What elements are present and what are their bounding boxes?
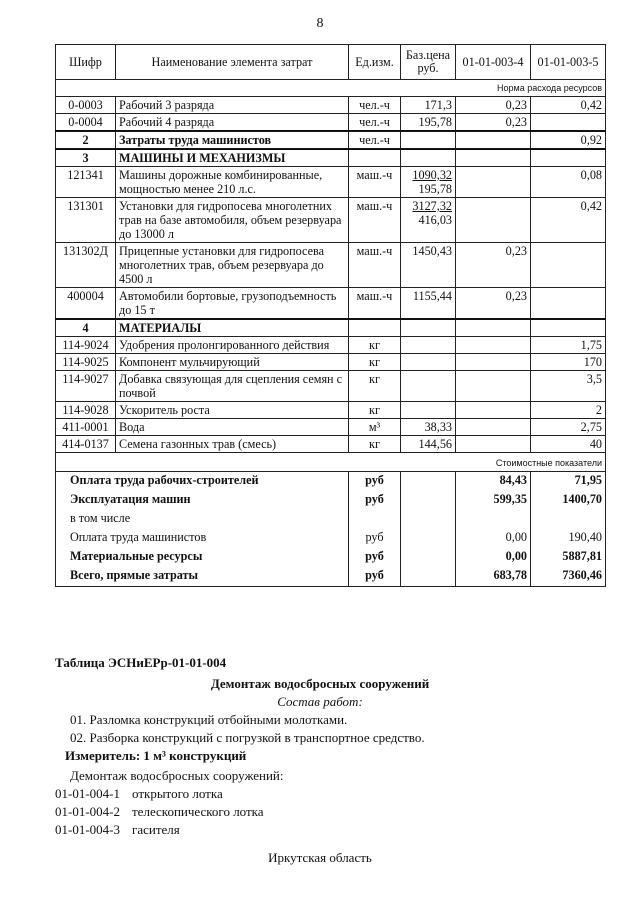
cost-name: Материальные ресурсы xyxy=(56,548,349,567)
cell-col1 xyxy=(456,419,531,436)
cell-unit: маш.-ч xyxy=(349,198,401,243)
cell-price: 1155,44 xyxy=(401,288,456,320)
item-name-2: телескопического лотка xyxy=(132,804,264,819)
cell-col1 xyxy=(456,371,531,402)
table-title: Таблица ЭСНиЕРр-01-01-004 xyxy=(55,655,227,670)
table-row xyxy=(56,97,606,114)
cost-base-price xyxy=(401,548,456,567)
cell-col2: 0,92 xyxy=(531,131,606,149)
cell-name: Прицепные установки для гидропосева многолетних трав, объем резервуара до 4500 л xyxy=(116,243,349,288)
cell-col2: 170 xyxy=(531,354,606,371)
cost-col1: 683,78 xyxy=(456,567,531,587)
cell-name: Компонент мульчирующий xyxy=(116,354,349,371)
table-row xyxy=(56,167,606,198)
price-main: 1090,32 xyxy=(412,168,452,182)
cell-code: 0-0004 xyxy=(56,114,116,132)
cost-col1: 0,00 xyxy=(456,548,531,567)
cell-code: 2 xyxy=(56,131,116,149)
cell-code: 3 xyxy=(56,149,116,167)
cell-name: Вода xyxy=(116,419,349,436)
cost-base-price xyxy=(401,510,456,529)
cost-col2 xyxy=(531,510,606,529)
cost-base-price xyxy=(401,472,456,492)
cell-code: 0-0003 xyxy=(56,97,116,114)
cost-col1: 84,43 xyxy=(456,472,531,492)
cost-row xyxy=(56,472,606,492)
cost-row xyxy=(56,529,606,548)
cell-name: Затраты труда машинистов xyxy=(116,131,349,149)
cell-code: 414-0137 xyxy=(56,436,116,453)
cost-row xyxy=(56,491,606,510)
cell-code: 400004 xyxy=(56,288,116,320)
table-row xyxy=(56,402,606,419)
cell-unit: кг xyxy=(349,402,401,419)
cell-code: 114-9025 xyxy=(56,354,116,371)
cell-unit xyxy=(349,149,401,167)
cell-price xyxy=(401,402,456,419)
cell-unit: кг xyxy=(349,337,401,354)
cell-price xyxy=(401,198,456,243)
cell-name: Удобрения пролонгированного действия xyxy=(116,337,349,354)
cell-unit xyxy=(349,319,401,337)
cell-unit: маш.-ч xyxy=(349,243,401,288)
cell-col2 xyxy=(531,288,606,320)
cell-name: Ускоритель роста xyxy=(116,402,349,419)
cell-price: 144,56 xyxy=(401,436,456,453)
cell-price xyxy=(401,167,456,198)
cell-unit: чел.-ч xyxy=(349,114,401,132)
cell-price: 171,3 xyxy=(401,97,456,114)
cost-base-price xyxy=(401,491,456,510)
cost-label: Стоимостные показатели xyxy=(56,453,606,472)
cost-name: Эксплуатация машин xyxy=(56,491,349,510)
cell-col1 xyxy=(456,167,531,198)
cell-code: 114-9028 xyxy=(56,402,116,419)
cell-unit: кг xyxy=(349,371,401,402)
cost-name: Оплата труда машинистов xyxy=(56,529,349,548)
cell-col2 xyxy=(531,114,606,132)
cell-code: 114-9024 xyxy=(56,337,116,354)
cell-name: Машины дорожные комбинированные, мощностью менее 210 л.с. xyxy=(116,167,349,198)
norm-label-row xyxy=(56,80,606,97)
table-row xyxy=(56,114,606,132)
table-row xyxy=(56,436,606,453)
cell-code: 131301 xyxy=(56,198,116,243)
cell-col2: 0,42 xyxy=(531,97,606,114)
cost-base-price xyxy=(401,567,456,587)
cost-row xyxy=(56,510,606,529)
table-row xyxy=(56,243,606,288)
cell-code: 121341 xyxy=(56,167,116,198)
table-row xyxy=(56,288,606,320)
cost-col2: 1400,70 xyxy=(531,491,606,510)
work-item-2: 02. Разборка конструкций с погрузкой в транспортное средство. xyxy=(70,730,425,745)
cost-row xyxy=(56,567,606,587)
cell-col1: 0,23 xyxy=(456,97,531,114)
cell-name: Рабочий 3 разряда xyxy=(116,97,349,114)
header-code: Шифр xyxy=(56,45,116,80)
cell-price xyxy=(401,319,456,337)
table-row xyxy=(56,371,606,402)
cost-unit xyxy=(349,510,401,529)
cell-col2 xyxy=(531,243,606,288)
page-number: 8 xyxy=(316,16,324,31)
cell-col1 xyxy=(456,354,531,371)
cell-name: Рабочий 4 разряда xyxy=(116,114,349,132)
cell-code: 131302Д xyxy=(56,243,116,288)
item-code-3: 01-01-004-3 xyxy=(55,822,120,837)
cell-price: 195,78 xyxy=(401,114,456,132)
cost-col1: 599,35 xyxy=(456,491,531,510)
item-code-2: 01-01-004-2 xyxy=(55,804,120,819)
cell-col2: 1,75 xyxy=(531,337,606,354)
cost-col2: 190,40 xyxy=(531,529,606,548)
cell-unit: чел.-ч xyxy=(349,97,401,114)
cell-name: МАТЕРИАЛЫ xyxy=(116,319,349,337)
cost-name: Оплата труда рабочих-строителей xyxy=(56,472,349,492)
cell-price xyxy=(401,354,456,371)
cell-name: Добавка связующая для сцепления семян с почвой xyxy=(116,371,349,402)
table-row xyxy=(56,319,606,337)
table-row xyxy=(56,131,606,149)
cost-name: в том числе xyxy=(56,510,349,529)
cost-unit: руб xyxy=(349,548,401,567)
cell-price: 1450,43 xyxy=(401,243,456,288)
cost-col1: 0,00 xyxy=(456,529,531,548)
cell-col2: 2 xyxy=(531,402,606,419)
cell-col1: 0,23 xyxy=(456,114,531,132)
header-col1: 01-01-003-4 xyxy=(456,45,531,80)
cell-col1 xyxy=(456,149,531,167)
section-heading: Демонтаж водосбросных сооружений xyxy=(210,676,430,691)
header-base-price: Баз.цена руб. xyxy=(401,45,456,80)
table-row xyxy=(56,419,606,436)
cost-col2: 71,95 xyxy=(531,472,606,492)
cell-col1: 0,23 xyxy=(456,288,531,320)
table-header-row xyxy=(56,45,606,80)
cost-label-row xyxy=(56,453,606,472)
cell-unit: маш.-ч xyxy=(349,288,401,320)
cell-col1 xyxy=(456,319,531,337)
item-name-1: открытого лотка xyxy=(132,786,223,801)
price-main: 3127,32 xyxy=(412,199,452,213)
table-row xyxy=(56,337,606,354)
table-row xyxy=(56,149,606,167)
cell-col2: 40 xyxy=(531,436,606,453)
cell-code: 411-0001 xyxy=(56,419,116,436)
price-sub: 416,03 xyxy=(418,213,452,227)
work-title: Состав работ: xyxy=(277,694,363,709)
cost-row xyxy=(56,548,606,567)
cell-col2: 0,08 xyxy=(531,167,606,198)
item-name-3: гасителя xyxy=(132,822,180,837)
cell-col1 xyxy=(456,436,531,453)
cell-col1 xyxy=(456,402,531,419)
cell-col2: 2,75 xyxy=(531,419,606,436)
table-row xyxy=(56,354,606,371)
header-name: Наименование элемента затрат xyxy=(116,45,349,80)
price-sub: 195,78 xyxy=(418,182,452,196)
cell-code: 114-9027 xyxy=(56,371,116,402)
cell-col1 xyxy=(456,131,531,149)
cell-col2: 0,42 xyxy=(531,198,606,243)
cell-unit: кг xyxy=(349,436,401,453)
cell-col1: 0,23 xyxy=(456,243,531,288)
header-col2: 01-01-003-5 xyxy=(531,45,606,80)
cell-unit: чел.-ч xyxy=(349,131,401,149)
cell-price xyxy=(401,371,456,402)
cell-col1 xyxy=(456,198,531,243)
table-row xyxy=(56,198,606,243)
cost-unit: руб xyxy=(349,567,401,587)
work-item-1: 01. Разломка конструкций отбойными молотками. xyxy=(70,712,348,727)
cost-col2: 7360,46 xyxy=(531,567,606,587)
item-code-1: 01-01-004-1 xyxy=(55,786,120,801)
cost-unit: руб xyxy=(349,491,401,510)
cell-price: 38,33 xyxy=(401,419,456,436)
cost-unit: руб xyxy=(349,472,401,492)
cell-price xyxy=(401,149,456,167)
cell-unit: маш.-ч xyxy=(349,167,401,198)
cell-col2 xyxy=(531,319,606,337)
cost-name: Всего, прямые затраты xyxy=(56,567,349,587)
cell-unit: кг xyxy=(349,354,401,371)
resource-table xyxy=(55,44,606,587)
measure: Измеритель: 1 м³ конструкций xyxy=(65,748,247,763)
norm-label: Норма расхода ресурсов xyxy=(56,80,606,97)
cell-col1 xyxy=(456,337,531,354)
cell-name: Автомобили бортовые, грузоподъемность до 15 т xyxy=(116,288,349,320)
cost-unit: руб xyxy=(349,529,401,548)
header-unit: Ед.изм. xyxy=(349,45,401,80)
cell-col2: 3,5 xyxy=(531,371,606,402)
cell-code: 4 xyxy=(56,319,116,337)
cell-price xyxy=(401,337,456,354)
cell-price xyxy=(401,131,456,149)
footer-region: Иркутская область xyxy=(268,850,372,865)
cell-name: МАШИНЫ И МЕХАНИЗМЫ xyxy=(116,149,349,167)
cell-col2 xyxy=(531,149,606,167)
cost-col1 xyxy=(456,510,531,529)
cost-col2: 5887,81 xyxy=(531,548,606,567)
cost-base-price xyxy=(401,529,456,548)
cell-name: Семена газонных трав (смесь) xyxy=(116,436,349,453)
group-title: Демонтаж водосбросных сооружений: xyxy=(70,768,284,783)
cell-unit: м³ xyxy=(349,419,401,436)
cell-name: Установки для гидропосева многолетних трав на базе автомобиля, объем резервуара до 13000 л xyxy=(116,198,349,243)
